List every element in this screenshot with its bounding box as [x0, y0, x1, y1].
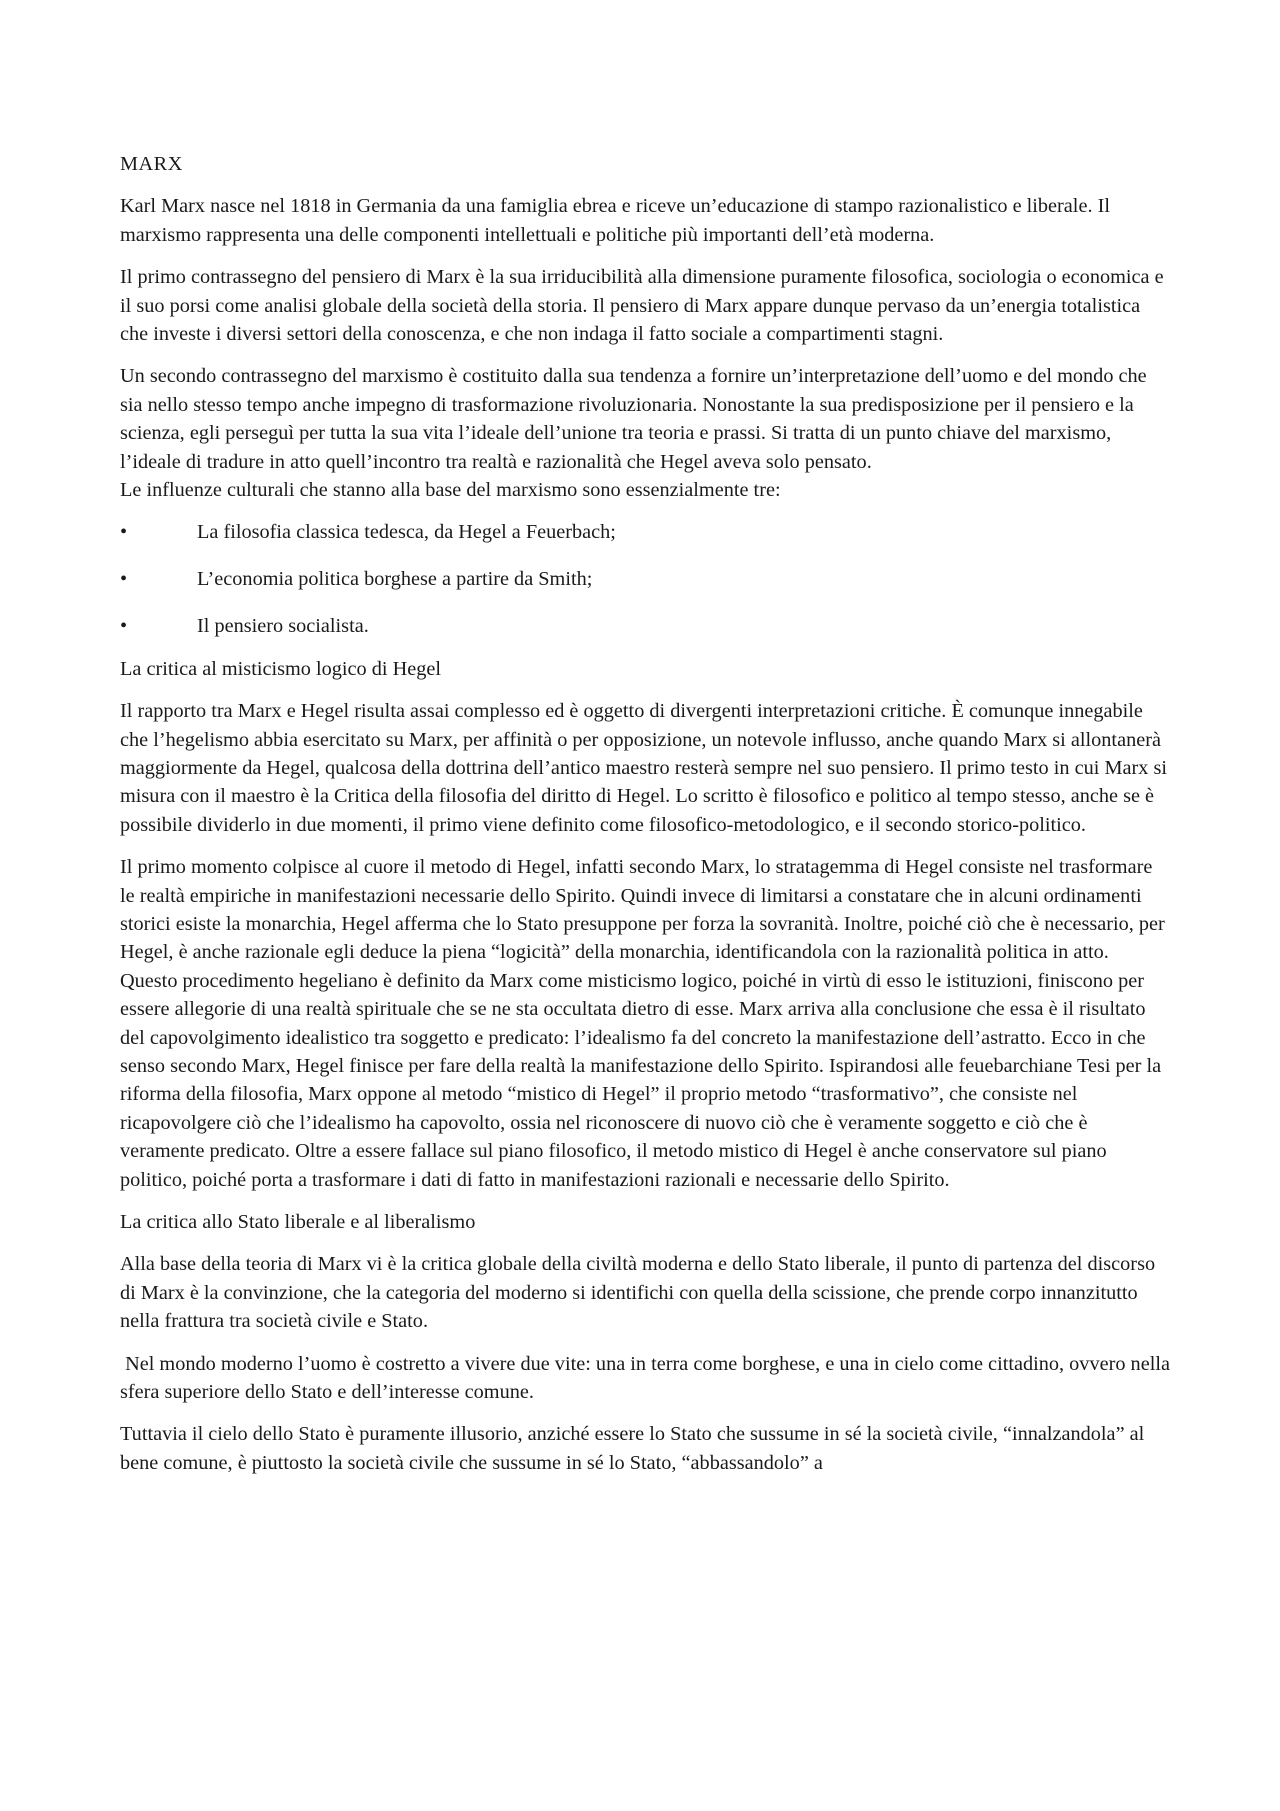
intro-paragraph: Il primo contrassegno del pensiero di Marx è la sua irriducibilità alla dimensione puramente filosofica, sociologia o economica e il suo porsi come analisi globale della società della storia. Il pensiero di Marx appare dunque pervaso da un’energia totalistica che investe i diversi settori della conoscenza, e che non indaga il fatto sociale a compartimenti stagni.	[120, 266, 1164, 346]
section-paragraph: Tuttavia il cielo dello Stato è puramente illusorio, anziché essere lo Stato che sussume in sé la società civile, “innalzandola” al bene comune, è piuttosto la società civile che sussume in sé lo Stato, “abbassandolo” a	[120, 1423, 1145, 1474]
influences-list	[120, 518, 1170, 640]
list-item-text: La filosofia classica tedesca, da Hegel a Feuerbach;	[197, 521, 616, 544]
section-heading: La critica al misticismo logico di Hegel	[120, 657, 442, 680]
list-item	[120, 565, 1170, 593]
bullet-icon: •	[120, 568, 128, 591]
list-item-text: L’economia politica borghese a partire da Smith;	[197, 568, 593, 591]
list-item	[120, 612, 1170, 640]
section-paragraph: Il primo momento colpisce al cuore il metodo di Hegel, infatti secondo Marx, lo stratagemma di Hegel consiste nel trasformare le realtà empiriche in manifestazioni necessarie dello Spirito. Quindi invece di limitarsi a constatare che in alcuni ordinamenti storici esiste la monarchia, Hegel afferma che lo Stato presuppone per forza la sovranità. Inoltre, poiché ciò che è necessario, per Hegel, è anche razionale egli deduce la piena “logicità” della monarchia, identificandola con la razionalità politica in atto. Questo procedimento hegeliano è definito da Marx come misticismo logico, poiché in virtù di esso le istituzioni, finiscono per essere allegorie di una realtà spirituale che se ne sta occultata dietro di esse. Marx arriva alla conclusione che essa è il risultato del capovolgimento idealistico tra soggetto e predicato: l’idealismo fa del concreto la manifestazione dell’astratto. Ecco in che senso secondo Marx, Hegel finisce per fare della realtà la manifestazione dello Spirito. Ispirandosi alle feuebarchiane Tesi per la riforma della filosofia, Marx oppone al metodo “mistico di Hegel” il proprio metodo “trasformativo”, che consiste nel ricapovolgere ciò che l’idealismo ha capovolto, ossia nel riconoscere di nuovo ciò che è veramente soggetto e ciò che è veramente predicato. Oltre a essere fallace sul piano filosofico, il metodo mistico di Hegel è anche conservatore sul piano politico, poiché porta a trasformare i dati di fatto in manifestazioni razionali e necessarie dello Spirito.	[120, 856, 1165, 1191]
document-title: MARX	[120, 153, 183, 175]
bullet-icon: •	[120, 521, 128, 544]
section-heading: La critica allo Stato liberale e al liberalismo	[120, 1211, 476, 1233]
section-paragraph: Alla base della teoria di Marx vi è la critica globale della civiltà moderna e dello Stato liberale, il punto di partenza del discorso di Marx è la convinzione, che la categoria del moderno si identifichi con quella della scissione, che prende corpo innanzitutto nella frattura tra società civile e Stato.	[120, 1253, 1156, 1333]
intro-paragraph: Un secondo contrassegno del marxismo è costituito dalla sua tendenza a fornire un’interpretazione dell’uomo e del mondo che sia nello stesso tempo anche impegno di trasformazione rivoluzionaria. Nonostante la sua predisposizione per il pensiero e la scienza, egli perseguì per tutta la sua vita l’ideale dell’unione tra teoria e prassi. Si tratta di un punto chiave del marxismo, l’ideale di tradure in atto quell’incontro tra realtà e razionalità che Hegel aveva solo pensato.	[120, 365, 1147, 473]
bullet-icon: •	[120, 615, 128, 638]
section-paragraph: Nel mondo moderno l’uomo è costretto a vivere due vite: una in terra come borghese, e una in cielo come cittadino, ovvero nella sfera superiore dello Stato e dell’interesse comune.	[120, 1352, 1176, 1404]
document-body	[120, 150, 1176, 1491]
section-paragraph: Il rapporto tra Marx e Hegel risulta assai complesso ed è oggetto di divergenti interpretazioni critiche. È comunque innegabile che l’hegelismo abbia esercitato su Marx, per affinità o per opposizione, un notevole influsso, anche quando Marx si allontanerà maggiormente da Hegel, qualcosa della dottrina dell’antico maestro resterà sempre nel suo pensiero. Il primo testo in cui Marx si misura con il maestro è la Critica della filosofia del diritto di Hegel. Lo scritto è filosofico e politico al tempo stesso, anche se è possibile dividerlo in due momenti, il primo viene definito come filosofico-metodologico, e il secondo storico-politico.	[120, 700, 1167, 836]
intro-paragraph: Le influenze culturali che stanno alla base del marxismo sono essenzialmente tre:	[120, 479, 781, 502]
list-item-text: Il pensiero socialista.	[197, 615, 369, 638]
intro-paragraph: Karl Marx nasce nel 1818 in Germania da una famiglia ebrea e riceve un’educazione di stampo razionalistico e liberale. Il marxismo rappresenta una delle componenti intellettuali e politiche più importanti dell’età moderna.	[120, 195, 1110, 246]
list-item	[120, 518, 1170, 546]
